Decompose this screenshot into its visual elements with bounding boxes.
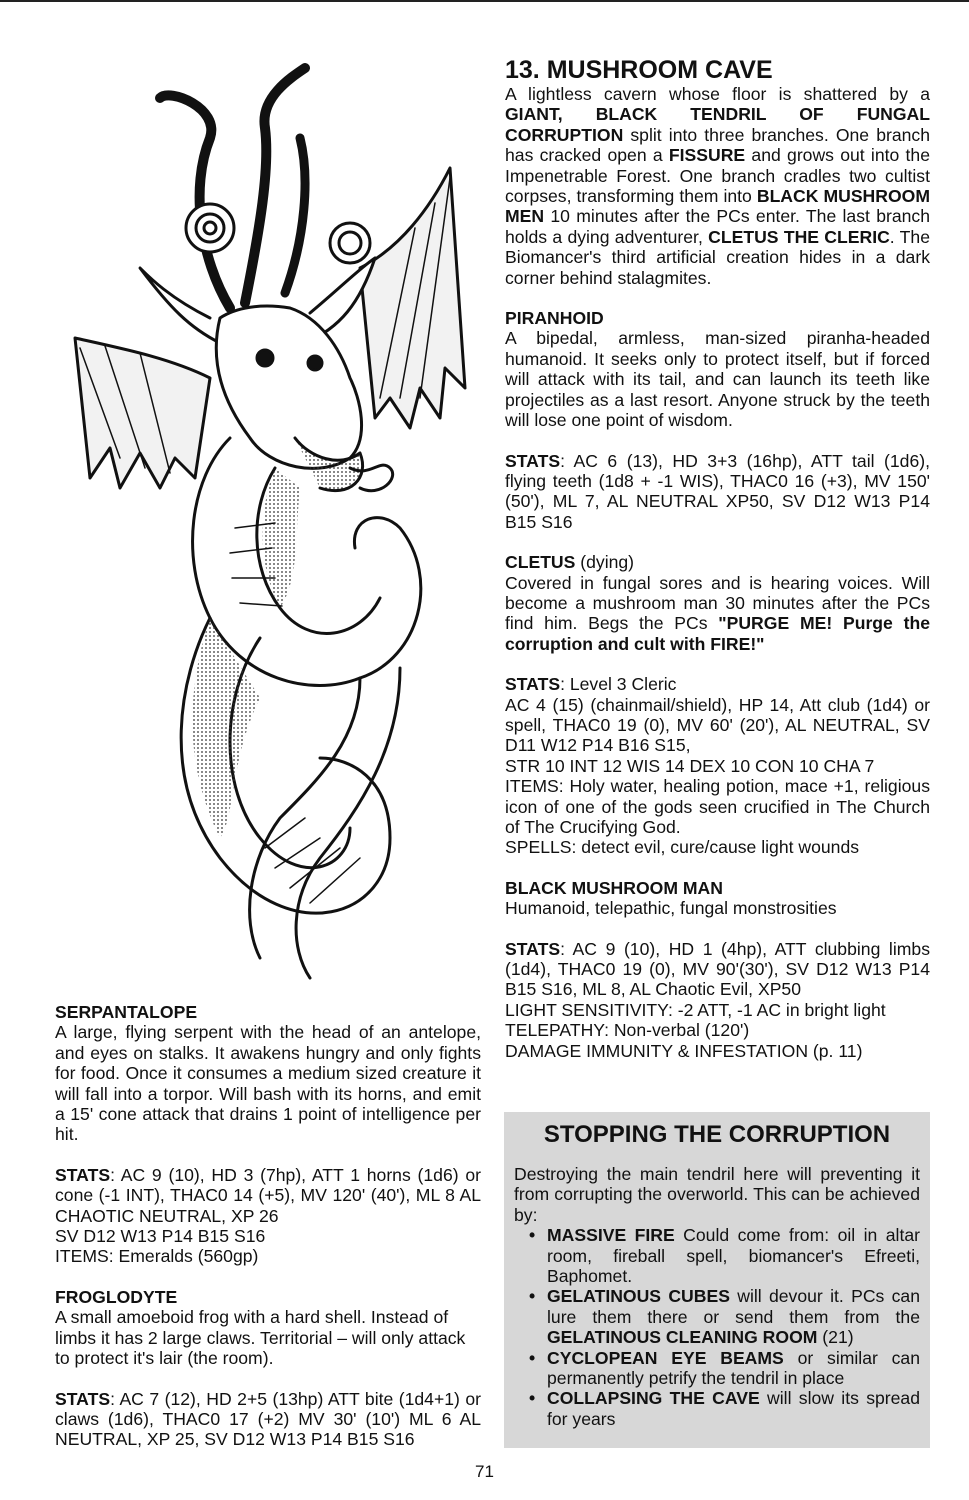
page-top-border	[0, 0, 969, 2]
corruption-methods-list	[504, 1225, 930, 1429]
stats-label: STATS	[505, 674, 561, 695]
text: Could come from: oil in altar room, fireball spell, biomancer's Efreeti, Baphomet.	[547, 1225, 920, 1287]
text: . The Biomancer's third artificial creation hides in a dark corner behind stalagmites.	[505, 226, 930, 288]
left-column	[55, 1002, 481, 1450]
keyword: MASSIVE FIRE	[547, 1225, 675, 1246]
list-item	[547, 1388, 920, 1429]
mushroom-man-immunity: DAMAGE IMMUNITY & INFESTATION (p. 11)	[505, 1040, 863, 1061]
text: split into three branches. One branch has cracked open a	[505, 124, 930, 166]
cletus-description	[505, 573, 930, 655]
piranhoid-description: A bipedal, armless, man-sized piranha-headed humanoid. It seeks only to protect itself, but if forced will attack with its tail, and can launch its teeth like projectiles as a last resort. Anyone struck by the teeth will lose one point of wisdom.	[505, 328, 930, 431]
text: A lightless cavern whose floor is shattered by a	[505, 84, 930, 104]
mushroom-man-stats	[505, 939, 930, 1000]
stats-text: : AC 9 (10), HD 1 (4hp), ATT clubbing limbs (1d4), THAC0 19 (0), MV 90'(30'), SV D12 W13 P14 B15 S16, ML 8, AL Chaotic Evil, XP50	[505, 938, 930, 1000]
cletus-name: CLETUS	[505, 552, 576, 573]
froglodyte-title: FROGLODYTE	[55, 1286, 178, 1307]
keyword: CLETUS THE CLERIC	[708, 226, 890, 247]
text: will devour it. PCs can lure them there or send them from the	[547, 1286, 920, 1327]
keyword: GIANT, BLACK TENDRIL OF FUNGAL CORRUPTION	[505, 104, 930, 145]
froglodyte-stats	[55, 1389, 481, 1450]
stats-text: : AC 6 (13), HD 3+3 (16hp), ATT tail (1d6), flying teeth (1d8 + -1 WIS), THAC0 16 (+3), MV 150' (50'), ML 7, AL NEUTRAL XP50, SV D12 W13 P14 B15 S16	[505, 450, 930, 532]
section-title: 13. MUSHROOM CAVE	[505, 56, 773, 84]
piranhoid-title: PIRANHOID	[505, 308, 604, 329]
right-column	[505, 56, 930, 1061]
stats-text: : AC 9 (10), HD 3 (7hp), ATT 1 horns (1d6) or cone (-1 INT), THAC0 14 (+5), MV 120' (40'), ML 8 AL CHAOTIC NEUTRAL, XP 26	[55, 1164, 481, 1226]
cletus-items: ITEMS: Holy water, healing potion, mace +1, religious icon of one of the gods seen crucified in The Church of The Crucifying God.	[505, 776, 930, 837]
text: 10 minutes after the PCs enter. The last branch holds a dying adventurer,	[505, 206, 930, 247]
serpantalope-title: SERPANTALOPE	[55, 1002, 198, 1022]
cletus-state: (dying)	[575, 552, 635, 573]
keyword: CYCLOPEAN EYE BEAMS	[547, 1347, 784, 1368]
cletus-abilities: STR 10 INT 12 WIS 14 DEX 10 CON 10 CHA 7	[505, 755, 875, 776]
serpantalope-description: A large, flying serpent with the head of an antelope, and eyes on stalks. It awakens hungry and only fights for food. Once it consumes a medium sized creature it will fall into a torpor. Will bash with its horns, and emit a 15' cone attack that drains 1 point of intelligence per hit.	[55, 1022, 481, 1145]
list-item	[547, 1348, 920, 1389]
text: will slow its spread for years	[547, 1388, 920, 1429]
stats-label: STATS	[505, 938, 561, 959]
mushroom-man-title: BLACK MUSHROOM MAN	[505, 877, 723, 898]
text: or similar can permanently petrify the tendril in place	[547, 1347, 921, 1389]
text: and grows out into the Impenetrable Forest. One branch cradles two cultist corpses, transforming them into	[505, 145, 930, 207]
serpantalope-items: ITEMS: Emeralds (560gp)	[55, 1246, 259, 1267]
box-intro: Destroying the main tendril here will preventing it from corrupting the overworld. This can be achieved by:	[514, 1164, 920, 1225]
keyword: BLACK MUSHROOM MEN	[505, 186, 930, 227]
mushroom-man-description: Humanoid, telepathic, fungal monstrosities	[505, 898, 837, 919]
cletus-combat: AC 4 (15) (chainmail/shield), HP 14, Att club (1d4) or spell, THAC0 19 (0), MV 60' (20'), AL NEUTRAL, SV D11 W12 P14 B16 S15,	[505, 694, 930, 756]
cletus-title	[505, 552, 930, 572]
serpantalope-saves: SV D12 W13 P14 B15 S16	[55, 1226, 266, 1247]
cletus-spells: SPELLS: detect evil, cure/cause light wounds	[505, 837, 860, 858]
box-title: STOPPING THE CORRUPTION	[543, 1121, 891, 1148]
froglodyte-description: A small amoeboid frog with a hard shell. Instead of limbs it has 2 large claws. Territorial – will only attack to protect it's lair (the room).	[55, 1307, 466, 1369]
cletus-stats	[505, 674, 930, 694]
text: Covered in fungal sores and is hearing voices. Will become a mushroom man 30 minutes after the PCs find him. Begs the PCs	[505, 572, 930, 634]
mushroom-man-light: LIGHT SENSITIVITY: -2 ATT, -1 AC in bright light	[505, 999, 886, 1020]
stats-label: STATS	[55, 1388, 111, 1409]
stopping-corruption-box	[504, 1112, 930, 1448]
keyword: FISSURE	[668, 145, 746, 166]
serpantalope-illustration	[60, 58, 470, 988]
cave-description	[505, 84, 930, 288]
list-item	[547, 1225, 920, 1286]
keyword: COLLAPSING THE CAVE	[547, 1388, 760, 1409]
stats-label: STATS	[55, 1164, 111, 1185]
mushroom-man-telepathy: TELEPATHY: Non-verbal (120')	[505, 1020, 750, 1041]
keyword: GELATINOUS CLEANING ROOM	[547, 1327, 818, 1348]
stats-text: : Level 3 Cleric	[560, 674, 677, 695]
page-number: 71	[475, 1462, 494, 1481]
serpantalope-stats	[55, 1165, 481, 1226]
stats-label: STATS	[505, 450, 561, 471]
text: (21)	[817, 1327, 854, 1348]
list-item	[547, 1286, 920, 1347]
stats-text: : AC 7 (12), HD 2+5 (13hp) ATT bite (1d4+1) or claws (1d6), THAC0 17 (+2) MV 30' (10') ML 6 AL NEUTRAL, XP 25, SV D12 W13 P14 B15 S16	[55, 1388, 481, 1450]
keyword: GELATINOUS CUBES	[547, 1286, 730, 1307]
piranhoid-stats	[505, 451, 930, 533]
cletus-quote: "PURGE ME! Purge the corruption and cult with FIRE!"	[505, 613, 930, 654]
